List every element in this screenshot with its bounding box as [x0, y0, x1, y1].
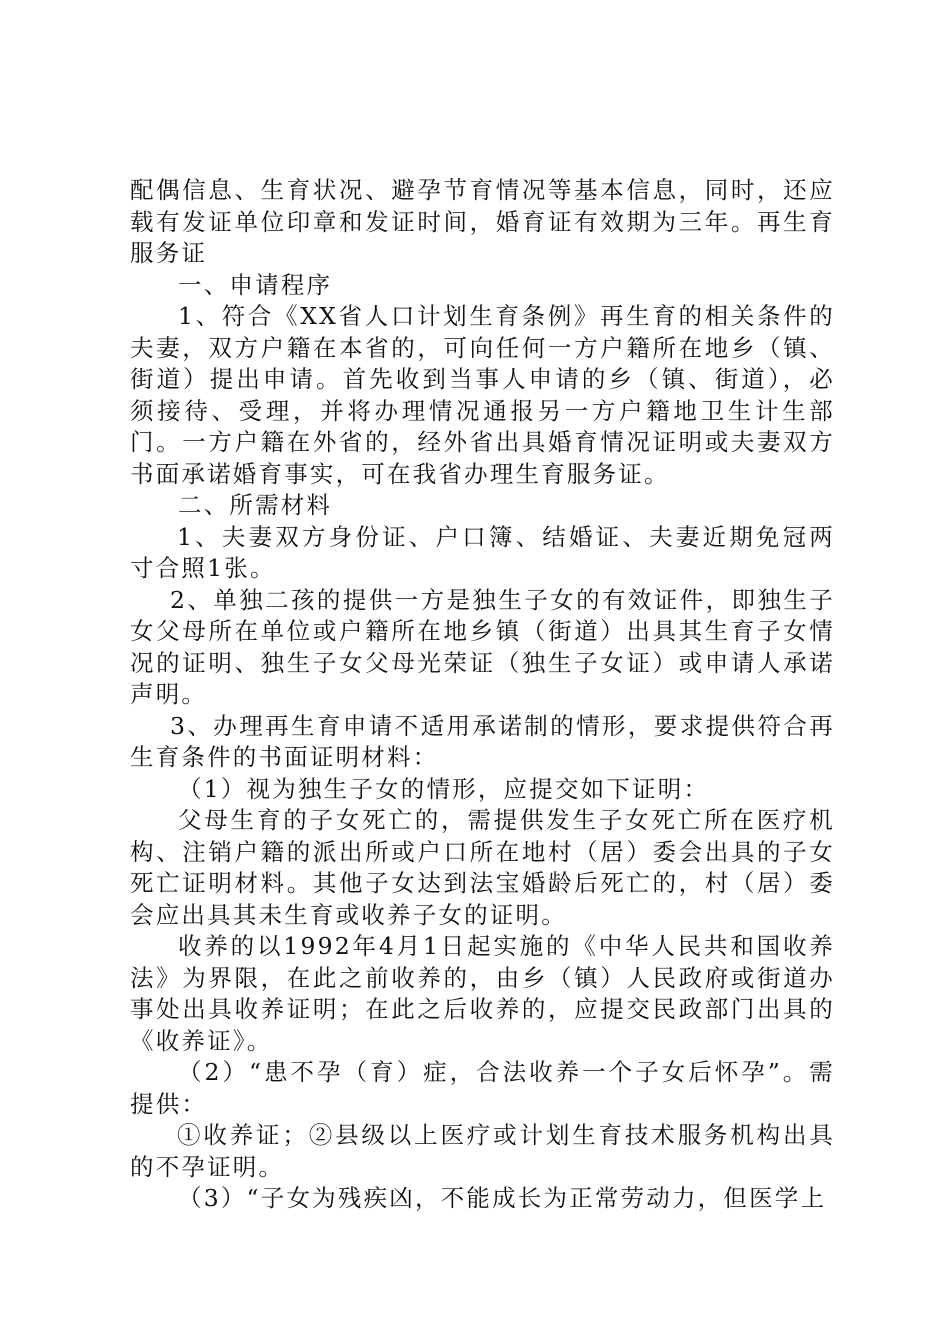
paragraph-child-death: 父母生育的子女死亡的，需提供发生子女死亡所在医疗机构、注销户籍的派出所或户口所在地村（居）委会出具的子女死亡证明材料。其他子女达到法宝婚龄后死亡的，村（居）委会应出具其未生育或收养子女的证明。: [130, 806, 835, 929]
paragraph-continuation: 配偶信息、生育状况、避孕节育情况等基本信息，同时，还应载有发证单位印章和发证时间，婚育证有效期为三年。再生育服务证: [130, 176, 835, 267]
paragraph-item-3-heading: （3）“子女为残疾凶，不能成长为正常劳动力，但医学上: [178, 1184, 827, 1212]
paragraph-material-1: 1、夫妻双方身份证、户口簿、结婚证、夫妻近期免冠两寸合照1张。: [130, 522, 835, 582]
document-page: [130, 175, 835, 1215]
section-heading-required-materials: 二、所需材料: [178, 491, 333, 519]
paragraph-item-2-heading: （2）“患不孕（育）症，合法收养一个子女后怀孕”。需提供：: [130, 1058, 835, 1118]
paragraph-material-2: 2、单独二孩的提供一方是独生子女的有效证件，即独生子女父母所在单位或户籍所在地乡镇（街道）出具其生育子女情况的证明、独生子女父母光荣证（独生子女证）或申请人承诺声明。: [130, 585, 835, 708]
paragraph-item-1-heading: （1）视为独生子女的情形，应提交如下证明：: [178, 774, 710, 803]
paragraph-item-2-documents: ①收养证；②县级以上医疗或计划生育技术服务机构出具的不孕证明。: [130, 1121, 835, 1181]
paragraph-material-3: 3、办理再生育申请不适用承诺制的情形，要求提供符合再生育条件的书面证明材料：: [130, 711, 835, 771]
section-heading-application-procedure: 一、申请程序: [178, 270, 333, 299]
paragraph-adoption: 收养的以1992年4月1日起实施的《中华人民共和国收养法》为界限，在此之前收养的，由乡（镇）人民政府或街道办事处出具收养证明；在此之后收养的，应提交民政部门出具的《收养证》。: [130, 932, 835, 1055]
paragraph-procedure-1: 1、符合《XX省人口计划生育条例》再生育的相关条件的夫妻，双方户籍在本省的，可向任何一方户籍所在地乡（镇、街道）提出申请。首先收到当事人申请的乡（镇、街道），必须接待、受理，并将办理情况通报另一方户籍地卫生计生部门。一方户籍在外省的，经外省出具婚育情况证明或夫妻双方书面承诺婚育事实，可在我省办理生育服务证。: [130, 302, 835, 488]
